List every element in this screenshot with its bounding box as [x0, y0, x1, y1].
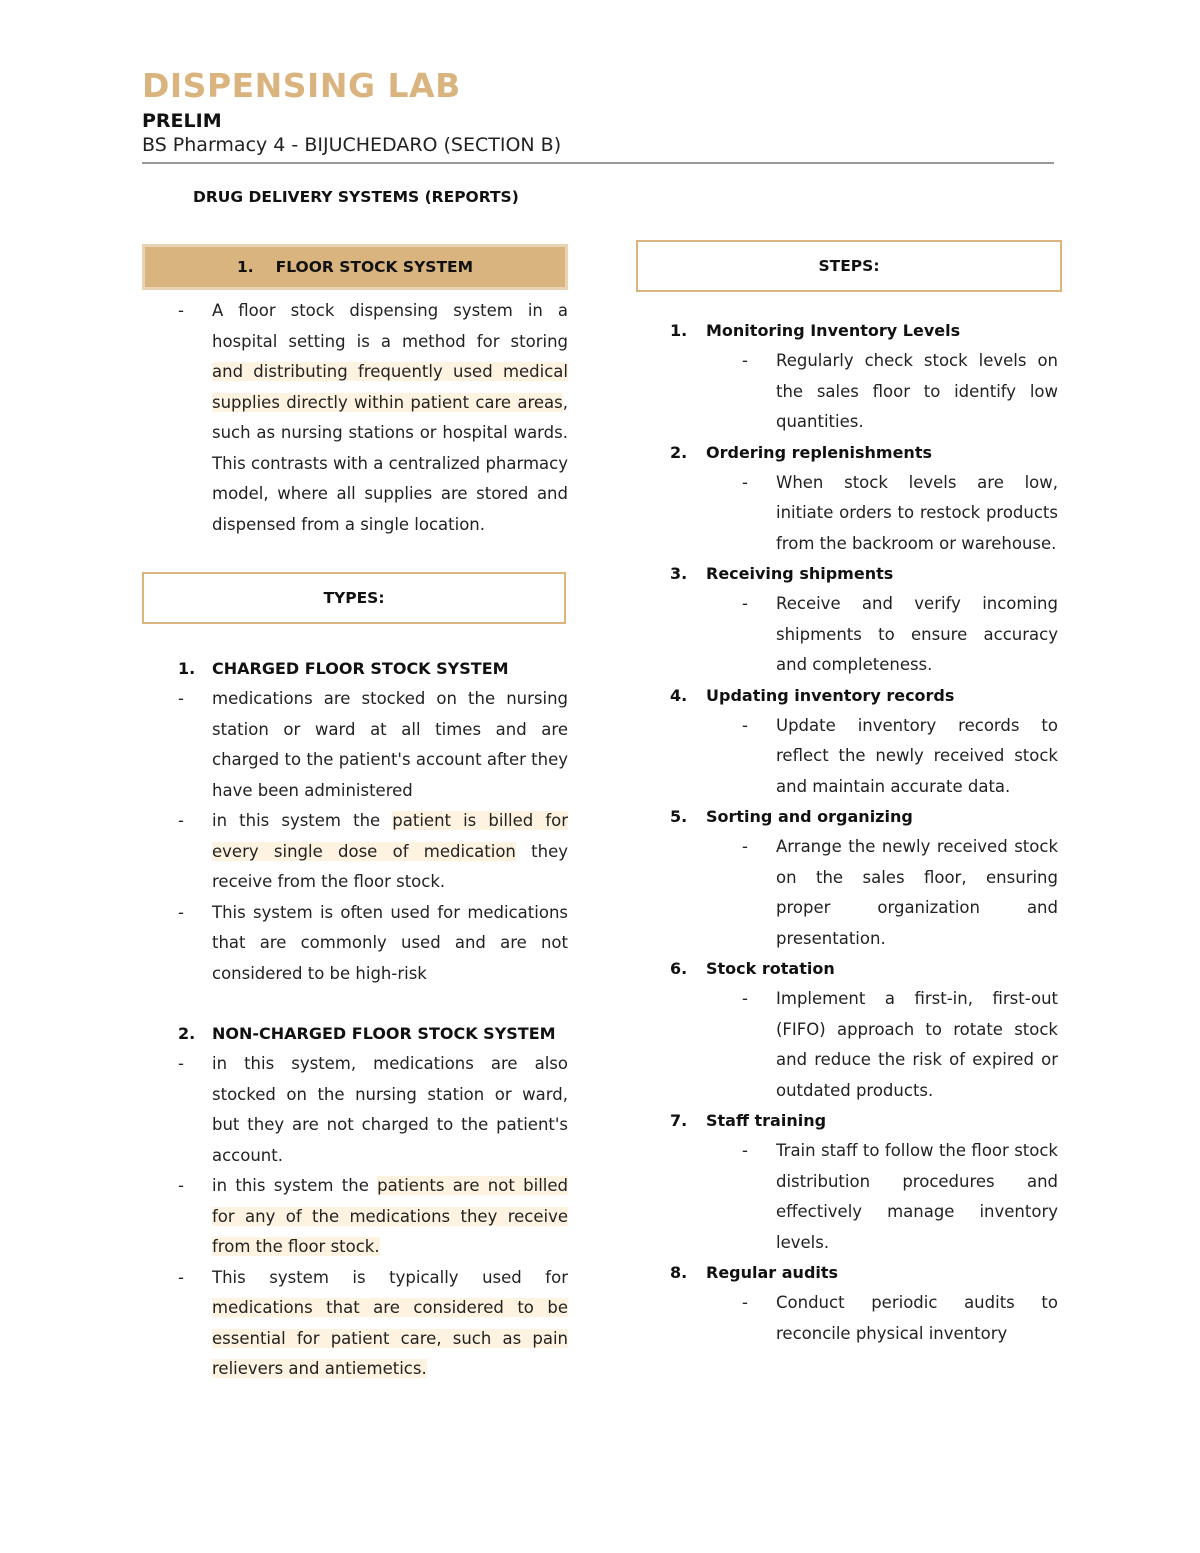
step-number: 6. — [670, 959, 688, 978]
right-column — [636, 240, 1062, 1349]
step-text: Conduct periodic audits to reconcile physical inventory — [776, 1293, 1058, 1343]
step-heading — [636, 1106, 1062, 1136]
bullet-text-a: in this system the — [212, 811, 393, 830]
step-number: 1. — [670, 321, 688, 340]
step-heading — [636, 802, 1062, 832]
step-heading — [636, 316, 1062, 346]
floor-stock-heading: FLOOR STOCK SYSTEM — [275, 258, 474, 276]
step-bullet — [636, 346, 1062, 438]
bullet-dash: - — [742, 1293, 748, 1312]
step-text: When stock levels are low, initiate orders to restock products from the backroom or warehouse. — [776, 472, 1058, 553]
charged-bullet-2 — [142, 806, 568, 898]
desc-highlight: and distributing frequently used medical supplies directly within patient care areas — [212, 362, 568, 412]
step-title: Stock rotation — [706, 959, 835, 978]
bullet-dash: - — [178, 902, 184, 922]
course-line: BS Pharmacy 4 - BIJUCHEDARO (SECTION B) — [142, 134, 562, 156]
bullet-dash: - — [742, 715, 748, 735]
step-heading — [636, 438, 1062, 468]
bullet-dash: - — [742, 351, 748, 370]
step-number: 2. — [670, 442, 688, 462]
types-heading-box — [142, 572, 566, 624]
bullet-text: medications are stocked on the nursing station or ward at all times and are charged to the patient's account after they have been administered — [212, 689, 568, 800]
bullet-text-a: in this system the — [212, 1176, 378, 1195]
desc-text-a: A floor stock dispensing system in a hospital setting is a method for storing — [212, 301, 568, 351]
bullet-dash: - — [178, 301, 184, 320]
bullet-dash: - — [178, 689, 184, 708]
step-text: Regularly check stock levels on the sales floor to identify low quantities. — [776, 351, 1058, 431]
non-charged-bullet-1 — [142, 1049, 568, 1171]
bullet-text-b: they receive from the floor stock. — [212, 841, 568, 891]
charged-bullet-3 — [142, 898, 568, 990]
non-charged-bullet-3 — [142, 1263, 568, 1385]
bullet-highlight: medications that are considered to be essential for patient care — [212, 1298, 568, 1348]
document-title: DISPENSING LAB — [142, 66, 461, 105]
step-number: 4. — [670, 685, 688, 705]
step-title: Updating inventory records — [706, 685, 955, 705]
bullet-dash: - — [178, 1176, 184, 1195]
floor-stock-description — [142, 296, 568, 540]
step-bullet — [636, 468, 1062, 560]
step-title: Monitoring Inventory Levels — [706, 321, 961, 340]
step-bullet — [636, 984, 1062, 1106]
step-bullet — [636, 589, 1062, 681]
step-bullet — [636, 711, 1062, 803]
step-text: Train staff to follow the floor stock distribution procedures and effectively manage inventory levels. — [776, 1141, 1058, 1252]
step-title: Ordering replenishments — [706, 442, 932, 462]
step-text: Update inventory records to reflect the newly received stock and maintain accurate data. — [776, 715, 1058, 796]
bullet-text: in this system, medications are also stocked on the nursing station or ward, but they are not charged to the patient's account. — [212, 1054, 568, 1165]
non-charged-bullet-2 — [142, 1171, 568, 1263]
charged-type-heading — [142, 654, 568, 684]
step-bullet — [636, 832, 1062, 954]
step-bullet — [636, 1136, 1062, 1258]
step-text: Arrange the newly received stock on the sales floor, ensuring proper organization and presentation. — [776, 837, 1058, 948]
bullet-dash: - — [742, 1141, 748, 1160]
charged-title: CHARGED FLOOR STOCK SYSTEM — [212, 659, 509, 678]
left-column — [142, 244, 568, 1385]
bullet-dash: - — [178, 811, 184, 830]
bullet-highlight-tail: , such as pain relievers and antiemetics. — [212, 1328, 568, 1378]
bullet-dash: - — [742, 989, 748, 1008]
steps-heading: STEPS: — [818, 257, 880, 275]
step-title: Sorting and organizing — [706, 807, 913, 826]
types-heading: TYPES: — [323, 589, 385, 607]
step-number: 5. — [670, 807, 688, 826]
non-charged-type-heading — [142, 1019, 568, 1049]
desc-text-b: , such as nursing stations or hospital wards. This contrasts with a centralized pharmacy model, where all supplies are stored and dispensed from a single location. — [212, 392, 568, 534]
bullet-dash: - — [742, 837, 748, 856]
step-number: 8. — [670, 1263, 688, 1282]
document-header — [142, 64, 1054, 158]
section-title: DRUG DELIVERY SYSTEMS (REPORTS) — [193, 188, 519, 206]
step-text: Implement a first-in, first-out (FIFO) approach to rotate stock and reduce the risk of expired or outdated products. — [776, 989, 1058, 1100]
bullet-text: This system is often used for medications that are commonly used and are not considered to be high-risk — [212, 902, 568, 983]
step-title: Receiving shipments — [706, 564, 894, 583]
step-heading — [636, 681, 1062, 711]
bullet-highlight: patients are not billed for any of the medications they receive from the floor stock. — [212, 1176, 569, 1256]
steps-heading-box — [636, 240, 1062, 292]
document-subtitle: PRELIM — [142, 110, 222, 132]
step-heading — [636, 954, 1062, 984]
bullet-dash: - — [178, 1054, 184, 1073]
bullet-dash: - — [742, 472, 748, 492]
charged-number: 1. — [178, 659, 196, 678]
step-number: 3. — [670, 564, 688, 583]
steps-list — [636, 316, 1062, 1349]
step-title: Staff training — [706, 1111, 827, 1130]
step-text: Receive and verify incoming shipments to ensure accuracy and completeness. — [776, 594, 1058, 674]
non-charged-number: 2. — [178, 1024, 196, 1043]
floor-stock-number: 1. — [236, 258, 254, 276]
non-charged-title: NON-CHARGED FLOOR STOCK SYSTEM — [212, 1024, 556, 1043]
bullet-dash: - — [178, 1267, 184, 1287]
bullet-text-a: This system is typically used for — [212, 1267, 568, 1287]
step-heading — [636, 1258, 1062, 1288]
bullet-highlight: patient is billed for every single dose of medication — [212, 811, 569, 861]
step-bullet — [636, 1288, 1062, 1349]
charged-bullet-1 — [142, 684, 568, 806]
bullet-dash: - — [742, 594, 748, 613]
step-heading — [636, 559, 1062, 589]
header-divider — [142, 162, 1054, 164]
step-number: 7. — [670, 1111, 688, 1130]
floor-stock-heading-box — [142, 244, 568, 290]
step-title: Regular audits — [706, 1263, 839, 1282]
